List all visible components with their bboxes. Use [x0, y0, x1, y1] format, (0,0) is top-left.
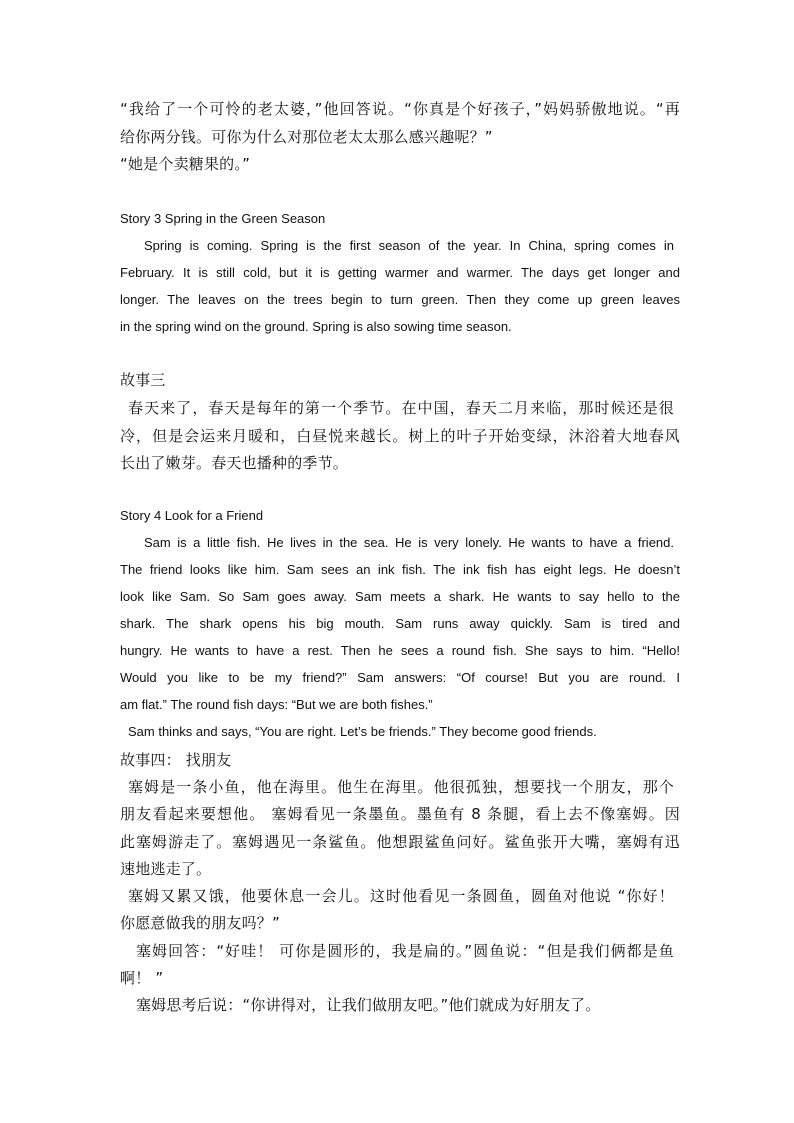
story3-translation-line-2: 冷，但是会运来月暖和，白昼悦来越长。树上的叶子开始变绿，沐浴着大地春风: [120, 427, 680, 445]
story4-line-5: hungry. He wants to have a rest. Then he sees a round fish. She says to him. “Hello!: [120, 643, 680, 658]
story3-translation-line-3: 长出了嫩芽。春天也播种的季节。: [120, 454, 349, 472]
story4-line-2: The friend looks like him. Sam sees an ink fish. The ink fish has eight legs. He doesn’t: [120, 562, 680, 577]
story4-line-6: Would you like to be my friend?” Sam answers: “Of course! But you are round. I: [120, 670, 680, 685]
story3-translation-title: 故事三: [120, 371, 166, 389]
story3-title: Story 3 Spring in the Green Season: [120, 211, 326, 226]
story4-translation-line-9: 塞姆思考后说：“你讲得对，让我们做朋友吧。”他们就成为好朋友了。: [136, 996, 601, 1014]
story2-translation-line-2: 给你两分钱。可你为什么对那位老太太那么感兴趣呢？”: [120, 128, 493, 146]
story4-line-3: look like Sam. So Sam goes away. Sam meets a shark. He wants to say hello to the: [120, 589, 680, 604]
story4-translation-line-5: 塞姆又累又饿，他要休息一会儿。这时他看见一条圆鱼，圆鱼对他说 “你好！: [128, 887, 674, 905]
story4-translation-line-3: 此塞姆游走了。塞姆遇见一条鲨鱼。他想跟鲨鱼问好。鲨鱼张开大嘴，塞姆有迅: [120, 833, 680, 851]
story4-translation-line-2: 朋友看起来要想他。 塞姆看见一条墨鱼。墨鱼有 8 条腿，看上去不像塞姆。因: [120, 805, 680, 823]
story3-line-2: February. It is still cold, but it is getting warmer and warmer. The days get longer and: [120, 265, 680, 280]
story4-line-7: am flat.” The round fish days: “But we are both fishes.”: [120, 697, 433, 712]
story3-line-3: longer. The leaves on the trees begin to turn green. Then they come up green leaves: [120, 292, 680, 307]
story4-translation-line-7: 塞姆回答：“好哇！ 可你是圆形的，我是扁的。”圆鱼说：“但是我们俩都是鱼: [136, 942, 674, 960]
story4-title: Story 4 Look for a Friend: [120, 508, 264, 523]
story4-line-1: Sam is a little fish. He lives in the sea. He is very lonely. He wants to have a friend.: [144, 535, 674, 550]
story4-line-8: Sam thinks and says, “You are right. Let’s be friends.” They become good friends.: [128, 724, 597, 739]
story3-line-4: in the spring wind on the ground. Spring is also sowing time season.: [120, 319, 512, 334]
story4-translation-line-8: 啊！ ”: [120, 969, 164, 987]
story4-translation-line-6: 你愿意做我的朋友吗？”: [120, 914, 280, 932]
story4-line-4: shark. The shark opens his big mouth. Sam runs away quickly. Sam is tired and: [120, 616, 680, 631]
story4-translation-line-1: 塞姆是一条小鱼，他在海里。他生在海里。他很孤独，想要找一个朋友，那个: [128, 778, 674, 796]
story4-translation-line-4: 速地逃走了。: [120, 860, 212, 878]
story2-translation-line-1: “我给了一个可怜的老太婆，”他回答说。“你真是个好孩子，”妈妈骄傲地说。“再: [120, 100, 680, 118]
story3-translation-line-1: 春天来了，春天是每年的第一个季节。在中国，春天二月来临，那时候还是很: [128, 399, 674, 417]
story4-translation-title: 故事四： 找朋友: [120, 751, 232, 769]
story2-translation-line-3: “她是个卖糖果的。”: [120, 155, 251, 173]
story3-line-1: Spring is coming. Spring is the first season of the year. In China, spring comes in: [144, 238, 674, 253]
